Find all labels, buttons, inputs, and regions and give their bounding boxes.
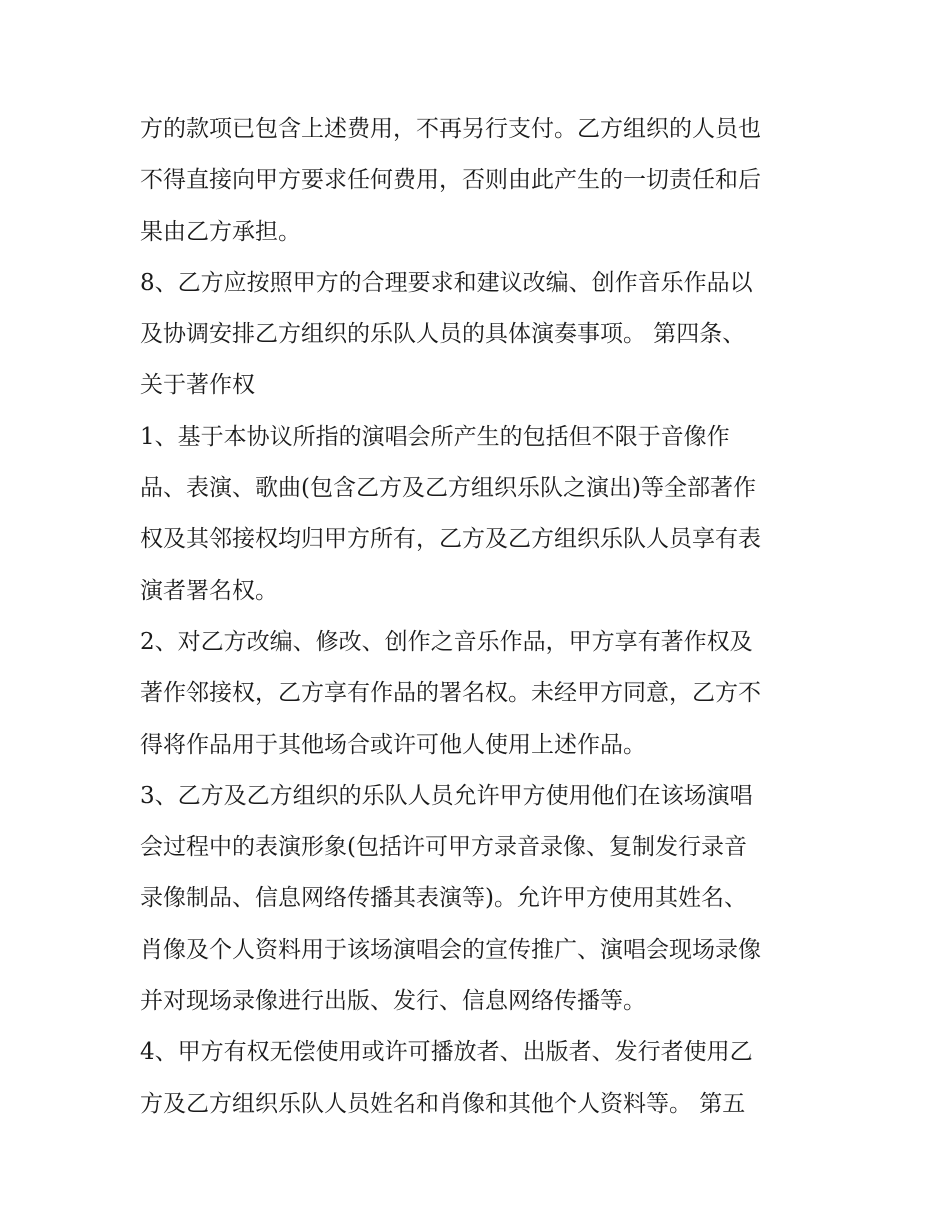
text-line: 演者署名权。 <box>140 577 278 604</box>
text-line: 得将作品用于其他场合或许可他人使用上述作品。 <box>140 731 646 758</box>
paragraph-payment-continued <box>140 104 820 258</box>
text-line: 品、表演、歌曲(包含乙方及乙方组织乐队之演出)等全部著作 <box>140 475 756 502</box>
text-line: 1、基于本协议所指的演唱会所产生的包括但不限于音像作 <box>140 423 730 450</box>
paragraph-clause-8 <box>140 258 820 412</box>
text-line: 8、乙方应按照甲方的合理要求和建议改编、创作音乐作品以 <box>140 269 753 296</box>
text-line: 录像制品、信息网络传播其表演等)。允许甲方使用其姓名、 <box>140 885 747 912</box>
text-line: 肖像及个人资料用于该场演唱会的宣传推广、演唱会现场录像 <box>140 936 761 963</box>
paragraph-copyright-4 <box>140 1027 820 1130</box>
text-line: 及协调安排乙方组织的乐队人员的具体演奏事项。 第四条、 <box>140 321 746 348</box>
paragraph-copyright-3 <box>140 771 820 1027</box>
text-line: 著作邻接权，乙方享有作品的署名权。未经甲方同意，乙方不 <box>140 680 761 707</box>
text-line: 关于著作权 <box>140 372 255 399</box>
paragraph-copyright-1 <box>140 412 820 617</box>
document-body <box>140 104 820 1130</box>
text-line: 会过程中的表演形象(包括许可甲方录音录像、复制发行录音 <box>140 834 747 861</box>
text-line: 4、甲方有权无偿使用或许可播放者、出版者、发行者使用乙 <box>140 1039 753 1066</box>
text-line: 3、乙方及乙方组织的乐队人员允许甲方使用他们在该场演唱 <box>140 782 753 809</box>
paragraph-copyright-2 <box>140 617 820 771</box>
text-line: 方及乙方组织乐队人员姓名和肖像和其他个人资料等。 第五 <box>140 1090 746 1117</box>
text-line: 权及其邻接权均归甲方所有，乙方及乙方组织乐队人员享有表 <box>140 526 761 553</box>
text-line: 不得直接向甲方要求任何费用，否则由此产生的一切责任和后 <box>140 167 761 194</box>
text-line: 并对现场录像进行出版、发行、信息网络传播等。 <box>140 988 646 1015</box>
text-line: 方的款项已包含上述费用，不再另行支付。乙方组织的人员也 <box>140 116 761 142</box>
text-line: 2、对乙方改编、修改、创作之音乐作品，甲方享有著作权及 <box>140 628 753 655</box>
text-line: 果由乙方承担。 <box>140 218 301 245</box>
